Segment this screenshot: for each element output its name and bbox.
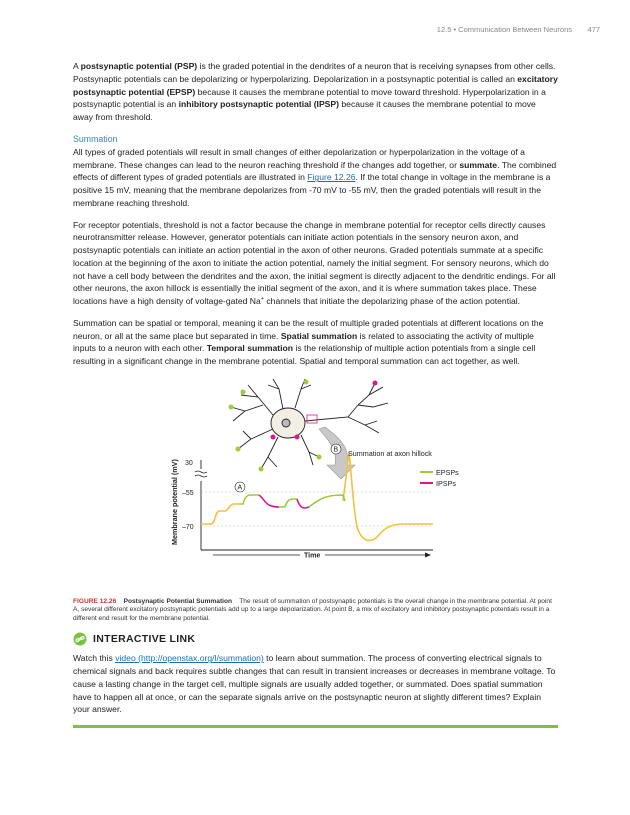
- caption-title: Postsynaptic Potential Summation: [123, 597, 233, 605]
- term-ipsp: inhibitory postsynaptic potential (IPSP): [178, 99, 340, 110]
- ap-trace: [201, 453, 433, 540]
- section-divider: [73, 725, 558, 728]
- video-link[interactable]: video (http://openstax.org/l/summation): [115, 653, 264, 664]
- section-title: 12.5 • Communication Between Neurons: [436, 25, 572, 34]
- interactive-link-paragraph: Watch this video (http://openstax.org/l/summation) to learn about summation. The process of converting electrical signals to chemical signals and back requires subtle changes that can result in transient increases or decreases in membrane voltage. To cause a lasting change in the target cell, multiple signals are usually added together, or summated. Does spatial summation have to happen all at once, or can the separate signals arrive on the postsynaptic neuron at slightly different times? Explain your answer.: [73, 653, 556, 715]
- figure-caption: [73, 598, 558, 624]
- interactive-link-heading: [73, 632, 558, 646]
- caption-label: FIGURE 12.26: [73, 597, 117, 605]
- running-header: [0, 25, 630, 39]
- link-icon: [73, 632, 87, 646]
- axis-break: [195, 471, 207, 477]
- summation-diagram: [73, 377, 558, 595]
- caption-text: The result of summation of postsynaptic potentials is the overall change in the membrane potential. At point A, several different excitatory postsynaptic potentials add up to a large depolarization. At point B, a mix of excitatory and inhibitory postsynaptic potentials result in a different end result for the membrane potential.: [73, 597, 552, 622]
- y-axis-label: Membrane potential (mV): [170, 458, 179, 545]
- legend-epsp: EPSPs: [436, 467, 459, 477]
- summation-paragraph-3: Summation can be spatial or temporal, meaning it can be the result of multiple graded potentials at different locations on the neuron, or all at the same place but separated in time. Spatial summation is related to associating the activity of multiple inputs to a neuron with each other. Temporal summation is the relationship of multiple action potentials from a single cell resulting in a significant change in the membrane potential. Spatial and temporal summation can act together, as well.: [73, 317, 544, 366]
- point-a-label: A: [237, 484, 243, 492]
- page-content: [73, 60, 558, 728]
- legend-ipsp: IPSPs: [436, 478, 456, 488]
- figure-12-26: [73, 377, 558, 595]
- term-temporal-summation: Temporal summation: [206, 343, 294, 354]
- term-spatial-summation: Spatial summation: [280, 330, 358, 341]
- y-tick-30: 30: [185, 459, 193, 467]
- summation-paragraph-1: All types of graded potentials will result in small changes of either depolarization or hyperpolarization in the voltage of a membrane. These changes can lead to the neuron reaching threshold if the changes add together, or summate. The combined effects of different types of graded potentials are illustrated in Figure 12.26. If the total change in voltage in the membrane is a positive 15 mV, meaning that the membrane depolarizes from -70 mV to -55 mV, then the graded potentials will result in the membrane reaching threshold.: [73, 146, 557, 208]
- hillock-annotation: Summation at axon hillock: [348, 448, 432, 458]
- term-summate: summate: [459, 159, 498, 170]
- figure-link[interactable]: Figure 12.26: [307, 172, 356, 183]
- ipsp-trace: [259, 495, 309, 508]
- interactive-link-title: INTERACTIVE LINK: [93, 633, 196, 646]
- term-psp: postsynaptic potential (PSP): [80, 61, 198, 71]
- summation-paragraph-2: For receptor potentials, threshold is not a factor because the change in membrane potential for receptor cells directly causes neurotransmitter release. However, generator potentials can initiate action potentials in the sensory neuron axon, and postsynaptic potentials can initiate an action potential in the axon of other neurons. Graded potentials summate at a specific location at the beginning of the axon to initiate the action potential, namely the initial segment. For sensory neurons, which do not have a cell body between the dendrites and the axon, the initial segment is directly adjacent to the dendritic endings. For all other neurons, the axon hillock is essentially the initial segment of the axon, and it is where summation takes place. These locations have a high density of voltage-gated Na+ channels that initiate the depolarizing phase of the action potential.: [73, 219, 556, 306]
- summation-heading: Summation: [73, 133, 118, 144]
- point-b-label: B: [333, 446, 339, 454]
- y-tick-55: –55: [182, 489, 194, 497]
- y-tick-70: –70: [182, 523, 194, 531]
- membrane-trace: [201, 453, 433, 540]
- page-number: 477: [587, 25, 600, 34]
- x-axis-label: Time: [304, 552, 321, 560]
- epsp-trace: [239, 495, 345, 507]
- term-epsp: excitatory postsynaptic potential (EPSP): [73, 73, 558, 97]
- intro-paragraph: A postsynaptic potential (PSP) is the graded potential in the dendrites of a neuron that is receiving synapses from other cells. Postsynaptic potentials can be depolarizing or hyperpolarizing. Depolarization in a postsynaptic potential is called an excitatory postsynaptic potential (EPSP) because it causes the membrane potential to move toward threshold. Hyperpolarization in a postsynaptic potential is an inhibitory postsynaptic potential (IPSP) because it causes the membrane potential to move away from threshold.: [73, 61, 558, 122]
